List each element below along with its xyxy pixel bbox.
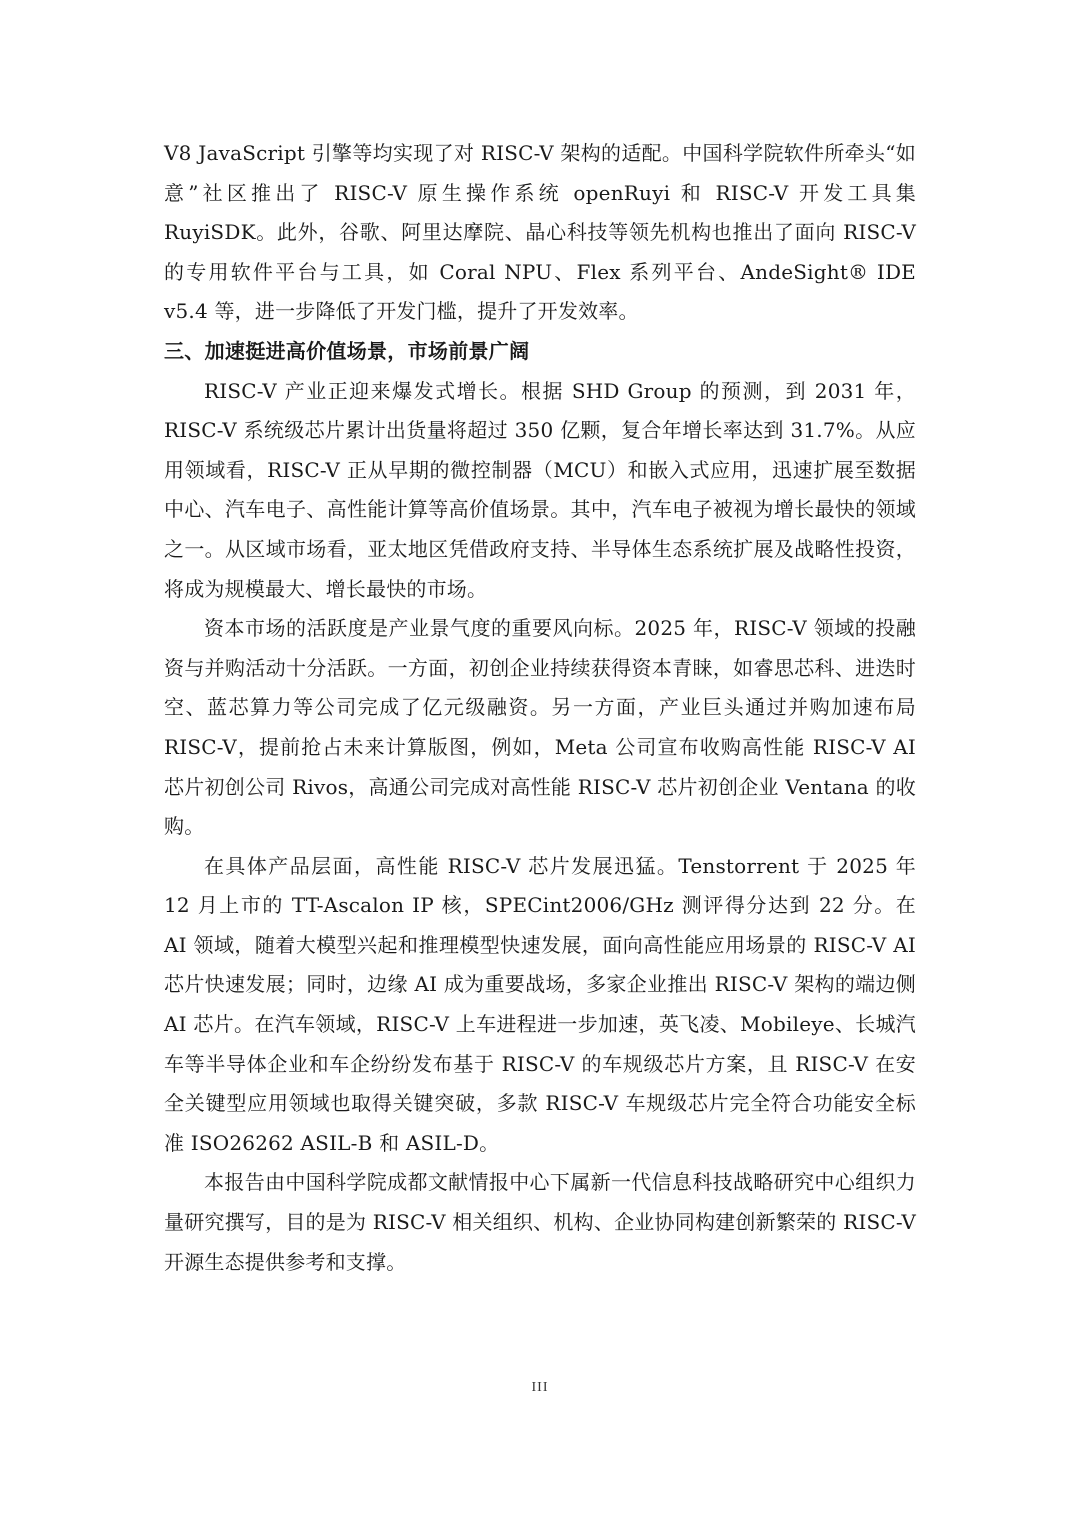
document-body [164, 134, 916, 1282]
paragraph-products: 在具体产品层面，高性能 RISC-V 芯片发展迅猛。Tenstorrent 于 2025 年 12 月上市的 TT-Ascalon IP 核，SPECint2006/GHz 测评得分达到 22 分。在 AI 领域，随着大模型兴起和推理模型快速发展，面向高性能应用场景的 RISC-V AI 芯片快速发展；同时，边缘 AI 成为重要战场，多家企业推出 RISC-V 架构的端边侧 AI 芯片。在汽车领域，RISC-V 上车进程进一步加速，英飞凌、Mobileye、长城汽车等半导体企业和车企纷纷发布基于 RISC-V 的车规级芯片方案，且 RISC-V 在安全关键型应用领域也取得关键突破，多款 RISC-V 车规级芯片完全符合功能安全标准 ISO26262 ASIL-B 和 ASIL-D。 [164, 853, 916, 1155]
paragraph-market-growth: RISC-V 产业正迎来爆发式增长。根据 SHD Group 的预测，到 2031 年，RISC-V 系统级芯片累计出货量将超过 350 亿颗，复合年增长率达到 31.7%。从应用领域看，RISC-V 正从早期的微控制器（MCU）和嵌入式应用，迅速扩展至数据中心、汽车电子、高性能计算等高价值场景。其中，汽车电子被视为增长最快的领域之一。从区域市场看，亚太地区凭借政府支持、半导体生态系统扩展及战略性投资，将成为规模最大、增长最快的市场。 [164, 378, 916, 601]
paragraph-capital-market: 资本市场的活跃度是产业景气度的重要风向标。2025 年，RISC-V 领域的投融资与并购活动十分活跃。一方面，初创企业持续获得资本青睐，如睿思芯科、进迭时空、蓝芯算力等公司完成了亿元级融资。另一方面，产业巨头通过并购加速布局 RISC-V，提前抢占未来计算版图，例如，Meta 公司宣布收购高性能 RISC-V AI 芯片初创公司 Rivos，高通公司完成对高性能 RISC-V 芯片初创企业 Ventana 的收购。 [164, 616, 916, 839]
paragraph-report-purpose: 本报告由中国科学院成都文献情报中心下属新一代信息科技战略研究中心组织力量研究撰写，目的是为 RISC-V 相关组织、机构、企业协同构建创新繁荣的 RISC-V 开源生态提供参考和支撑。 [164, 1170, 916, 1274]
page-number: III [531, 1380, 549, 1395]
paragraph-continued: V8 JavaScript 引擎等均实现了对 RISC-V 架构的适配。中国科学院软件所牵头“如意”社区推出了 RISC-V 原生操作系统 openRuyi 和 RISC-V 开发工具集 RuyiSDK。此外，谷歌、阿里达摩院、晶心科技等领先机构也推出了面向 RISC-V 的专用软件平台与工具，如 Coral NPU、Flex 系列平台、AndeSight® IDE v5.4 等，进一步降低了开发门槛，提升了开发效率。 [164, 141, 916, 324]
section-heading: 三、加速挺进高价值场景，市场前景广阔 [164, 338, 530, 363]
